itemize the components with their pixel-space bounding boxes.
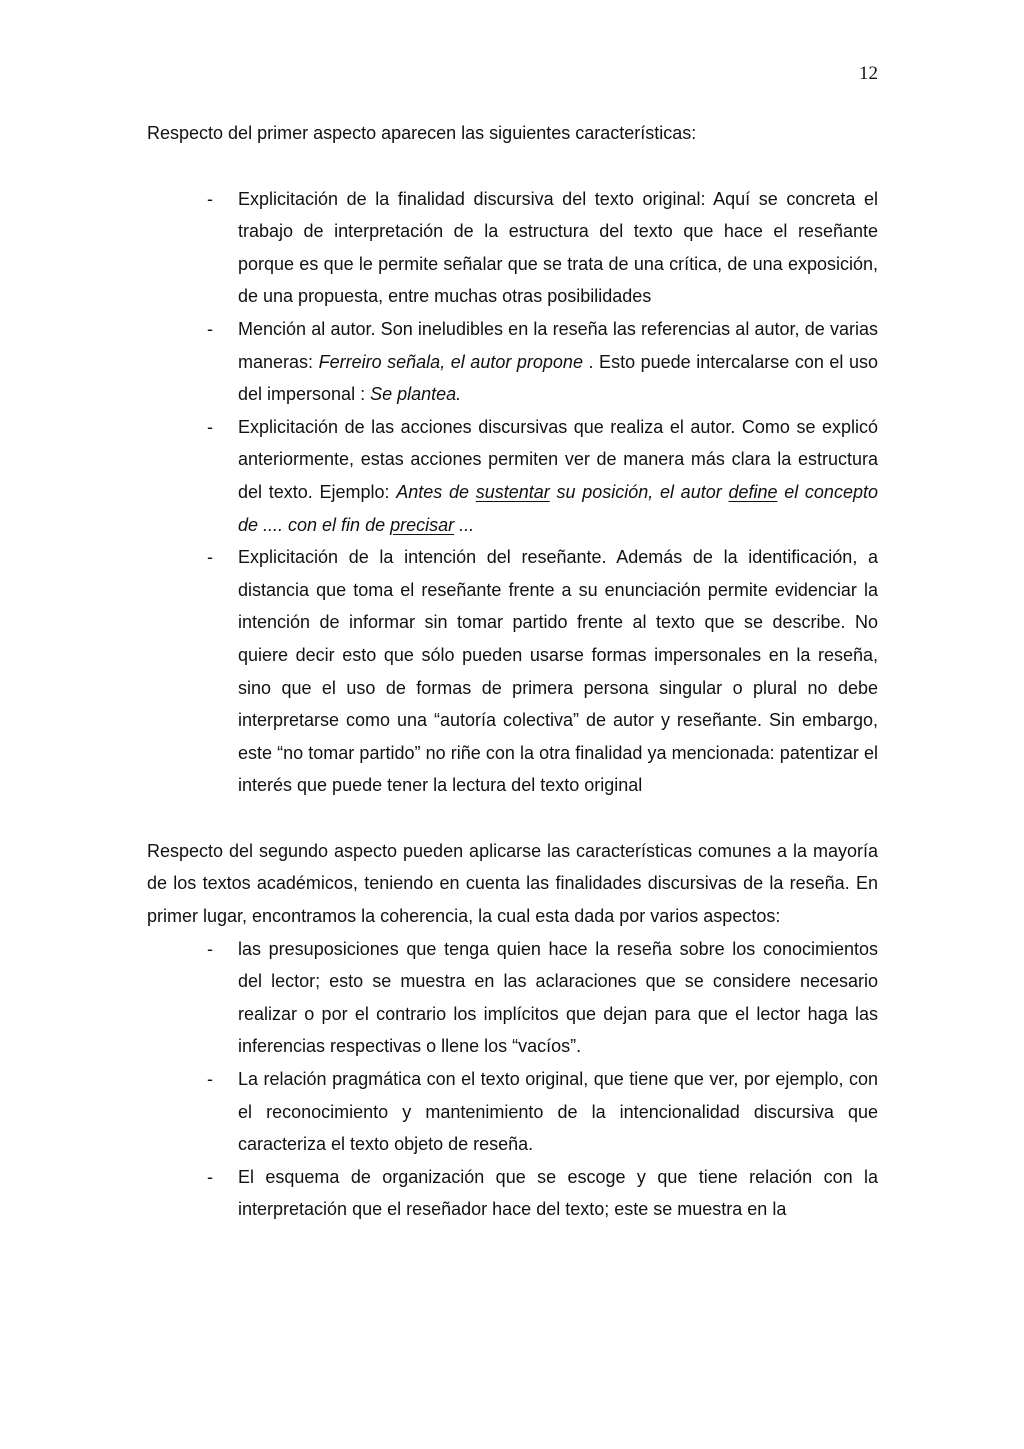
example-text: su posición, el autor	[549, 481, 729, 502]
list-item-text: Mención al autor. Son ineludibles en la reseña las referencias al autor, de varias maneras:	[238, 318, 878, 372]
list-item	[207, 313, 878, 411]
list-item	[207, 541, 878, 802]
italic-example: Ferreiro señala, el autor propone	[318, 351, 583, 372]
list-dash: -	[207, 1166, 213, 1187]
example-text: Antes de	[396, 481, 476, 502]
list-item-text: Explicitación de las acciones discursivas que realiza el autor. Como se explicó anteriormente, estas acciones permiten ver de manera más clara la estructura del texto. Ejemplo:	[238, 416, 878, 502]
list-item-text: las presuposiciones que tenga quien hace la reseña sobre los conocimientos del lector; esto se muestra en las aclaraciones que se considere necesario realizar o por el contrario los implícitos que dejan para que el lector haga las inferencias respectivas o llene los “vacíos”.	[238, 938, 878, 1057]
example-text: ...	[454, 514, 475, 535]
list-dash: -	[207, 318, 213, 339]
list-item-text: . Esto puede intercalarse con el uso del impersonal :	[238, 351, 878, 405]
list-dash: -	[207, 547, 213, 568]
list-item-text: El esquema de organización que se escoge y que tiene relación con la interpretación que el reseñador hace del texto; este se muestra en la	[238, 1166, 878, 1220]
list-item	[207, 411, 878, 541]
italic-example: Se plantea.	[370, 384, 462, 405]
page-content	[147, 117, 878, 1226]
section-one-intro: Respecto del primer aspecto aparecen las siguientes características:	[147, 123, 697, 143]
underlined-verb: sustentar	[475, 481, 550, 502]
underlined-verb: precisar	[390, 514, 455, 535]
underlined-verb: define	[728, 481, 778, 502]
list-dash: -	[207, 188, 213, 209]
list-item-text: La relación pragmática con el texto original, que tiene que ver, por ejemplo, con el reconocimiento y mantenimiento de la intencionalidad discursiva que caracteriza el texto objeto de reseña.	[238, 1069, 878, 1155]
list-item-text: Explicitación de la finalidad discursiva del texto original: Aquí se concreta el trabajo de interpretación de la estructura del texto que hace el reseñante porque es que le permite señalar que se trata de una crítica, de una exposición, de una propuesta, entre muchas otras posibilidades	[238, 188, 878, 307]
list-item	[207, 183, 878, 313]
characteristics-list	[147, 183, 878, 802]
coherence-list	[147, 933, 878, 1226]
page-number: 12	[859, 63, 878, 84]
list-dash: -	[207, 1069, 213, 1090]
list-item	[207, 933, 878, 1063]
list-item	[207, 1063, 878, 1161]
section-two-intro: Respecto del segundo aspecto pueden aplicarse las características comunes a la mayoría de los textos académicos, teniendo en cuenta las finalidades discursivas de la reseña. En primer lugar, encontramos la coherencia, la cual esta dada por varios aspectos:	[147, 840, 878, 927]
list-item	[207, 1161, 878, 1226]
list-dash: -	[207, 416, 213, 437]
list-item-text: Explicitación de la intención del reseñante. Además de la identificación, a distancia que toma el reseñante frente a su enunciación permite evidenciar la intención de informar sin tomar partido frente al texto que se describe. No quiere decir esto que sólo pueden usarse formas impersonales en la reseña, sino que el uso de formas de primera persona singular o plural no debe interpretarse como una “autoría colectiva” de autor y reseñante. Sin embargo, este “no tomar partido” no riñe con la otra finalidad ya mencionada: patentizar el interés que puede tener la lectura del texto original	[238, 547, 878, 796]
example-text: el concepto de .... con el fin de	[238, 481, 878, 535]
list-dash: -	[207, 938, 213, 959]
